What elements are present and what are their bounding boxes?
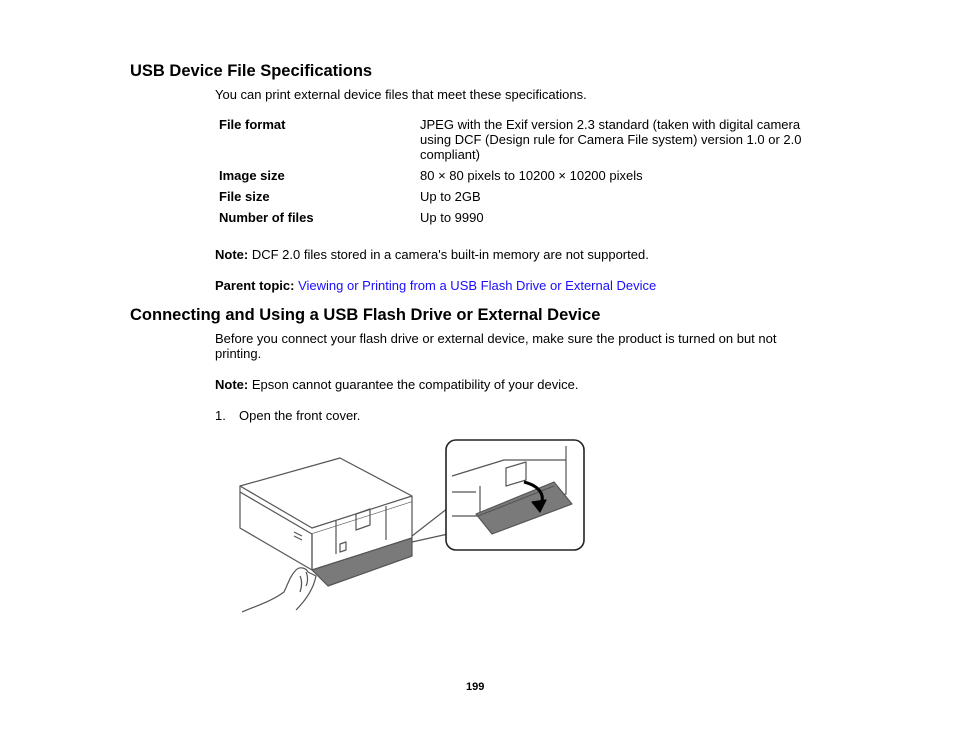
- note-compat: [215, 377, 578, 392]
- spec-label: Number of files: [219, 210, 314, 225]
- note-text: Epson cannot guarantee the compatibility of your device.: [248, 377, 579, 392]
- parent-topic: [215, 278, 656, 293]
- spec-value: JPEG with the Exif version 2.3 standard (taken with digital camera using DCF (Design rule for Camera File system) version 1.0 or 2.0 compliant): [420, 117, 802, 162]
- spec-label: File format: [219, 117, 286, 132]
- parent-topic-link[interactable]: Viewing or Printing from a USB Flash Drive or External Device: [298, 278, 657, 293]
- note-text: DCF 2.0 files stored in a camera's built-in memory are not supported.: [248, 247, 649, 262]
- parent-topic-label: Parent topic:: [215, 278, 295, 293]
- note-label: Note:: [215, 377, 249, 392]
- spec-label: File size: [219, 189, 270, 204]
- spec-value: Up to 9990: [420, 210, 484, 225]
- note-label: Note:: [215, 247, 249, 262]
- step-1: [215, 408, 361, 423]
- specs-table: [215, 117, 815, 225]
- table-row: [215, 183, 815, 204]
- step-text: Open the front cover.: [239, 408, 361, 423]
- table-row: [215, 204, 815, 225]
- section-heading-usb-specs: USB Device File Specifications: [130, 62, 373, 80]
- spec-value: 80 × 80 pixels to 10200 × 10200 pixels: [420, 168, 643, 183]
- printer-illustration: [236, 436, 588, 618]
- section-intro: You can print external device files that meet these specifications.: [215, 87, 587, 102]
- section-heading-connecting: Connecting and Using a USB Flash Drive or External Device: [130, 306, 601, 324]
- table-row: [215, 162, 815, 183]
- note-dcf: [215, 247, 649, 262]
- table-row: [215, 117, 815, 162]
- page-number: 199: [466, 681, 485, 693]
- section-intro: Before you connect your flash drive or external device, make sure the product is turned on but not printing.: [215, 331, 777, 361]
- spec-label: Image size: [219, 168, 285, 183]
- step-number: 1.: [215, 408, 226, 423]
- spec-value: Up to 2GB: [420, 189, 481, 204]
